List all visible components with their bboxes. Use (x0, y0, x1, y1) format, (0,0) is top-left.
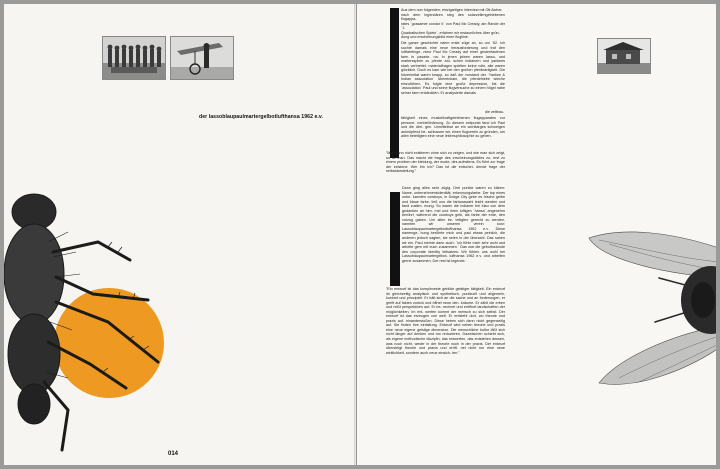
quote-2: "Ein entwurf ist das komplexeste gebilde geistiger tätigkeit. Ein entwurf ist gleichzeitig analytisch und synthetisch, punktuell und allgemein, konkret und prinzipiell. Er hält sich an die sache und an forderungen, er greift auf fakten zurück und öffnet neue den- kräume. Er zählt die erben und reißt perspektiven auf. Er be- rechnet und eröffnet landschaften der möglichkeiten. Im ent- werfen kommt der mensch zu sich selbst. Der entwurf ist das erzeugen von welt. Er entsteht dort, wo theorie und praxis auf- einanderstoßen. Diese heben sich dann nicht gegenseitig auf. Sie finden ihre einfaltung. Entwurf wird neben theorie und praxis eine neue eigene geistige dimension. Die menschliche kultur läßt sich nicht länger auf denken und tun reduzieren. Dazwischen schiebt sich, als eigene methodische disziplin, das entwerfen, das entstehen dessen, was noch nicht, weder in der theorie noch in der praxis. Der entwurf übersteigt theorie und praxis und eröff- net nicht nur eine neue wirklichkeit, sondern auch neue einsich- ten." (386, 287, 505, 355)
caption-heading: der lassoblaupaulmartergelbotlufthansa 1962 e.v. (199, 114, 323, 120)
paragraph-1: Die ganze geschichte nahm erste züge an, so um `62. Ich suchte damals eine neue herausforderung und traf den luftfahrtinge- nieur Paul Mc Cready auf einer gestenfasienen farm in pasade- na. In jenen jahren waren lasso- und martersspiele zu pferde zwi- schen indianern und yankees stark verbreitet, materialfragen spielten keine rolle, alle waren glücklich. Doch es kam wie bei den großen pferdeartigkeit. Die fotzerimitat waren knapp, so daß der vorstand der `Yankee & Indian association` übereinkam, die pferdehiebe wieche einzuführen. Es folgte eine große depression, bis die `association` Paul und seine flugversuche zu einem högel nahe seiner farm entdeckten. Er analysierte damals (401, 41, 505, 96)
paragraph-1-cont: fähigkeit eines muskelkraftgetriebenen flugapparates zur persone- nenbeförderung. Zu diesem zeitpunkt fand ich Paul und die übri- gen. Unmittelbar an ein wortkarges schweigen anknüpfend be- schlossen wir, einen flugverein zu gründen, um allen beteiligten eine neue lebensphilosophie zu geben. (401, 116, 505, 139)
fly-illustration-right (579, 208, 716, 398)
page-number: 014 (168, 451, 179, 457)
intro-line: Aus dem nun folgenden, einzigartigen interview mit Ott Aicher, (401, 8, 503, 12)
quote-1-block (386, 151, 505, 175)
paragraph-1-continued (401, 116, 505, 140)
intro-line: Quadratischen Spiele`, erfahren wir erstaunliches über grün- (401, 30, 500, 35)
intro-line: dung und erscheinungsbild einer fluglinie. (401, 35, 469, 40)
paragraph-2: Dann ging alles sehr zügig. Drei punkte waren zu klären: Name, unternehmensidentität, erkennungsfarbe. Der top eines unbe- kannten cowboys, in Dodge City gebe es frische gelbe und blaue farbe, ließ uns die farbauswahl leicht werden und fand zustim- mung. So waren die indianer bei blau von dem gedanken an him- mel und ihren luftigen `hansa` angenehm berührt, während die cowboys gelb, als farbe der erde, den vorzug gaben. Um allen be- teiligten gerecht zu werden, nannten wir unseren verein kurz: Lassoblaupaulmartergelbotlufthansa 1962 e.v. Diese namenge- bung berührte mich und paul etwas peinlich, die anderen jedoch sagten, sie seien in der überzahl. Das sahen wir ein. Paul meinte dann auch: `Ich fühle mich sehr wohl und arbeite gern mit euch zusammen.` Das war die geburtsstunde des corporate identity leitsatzes: Wir fühlen uns wohl bei Lassoblaupaulmartergelbot- lufthansa 1962 e.v. und arbeiten gerne zusammen. Der rest ist legende. (402, 186, 505, 263)
paragraph-1-tail: die zeitbau- (485, 110, 505, 114)
drop-bar-section-2 (390, 192, 400, 286)
quote-2-block (386, 287, 505, 356)
intro-line: nach dem legendären sieg des solarzellengetriebenen flugappa- (401, 12, 505, 22)
quote-1: "Man kann nicht existieren ohne sich zu zeigen, und wie man sich zeigt, so ist man. Das macht die frage des erscheinungsbildes zu- erst zu einem problem der kleidung, der mode, des aufmitens. Es führt zur frage der existenz: Wer bin ich? Das ist die entschei- dende frage der selbstdarstellung." (386, 151, 505, 174)
intro-line: rates `gossamer condor II` von Paul Mc Cready, am Rande der `1. (401, 21, 505, 31)
fly-illustration-left (4, 182, 188, 462)
right-page (357, 4, 716, 465)
photo-building (597, 38, 651, 74)
paragraph-2-column (402, 186, 505, 264)
left-page (4, 4, 356, 465)
drop-bar-intro (390, 8, 399, 158)
photo-man-with-glider (170, 36, 234, 80)
article-intro-column (401, 8, 505, 97)
photo-group-of-people (102, 36, 166, 80)
